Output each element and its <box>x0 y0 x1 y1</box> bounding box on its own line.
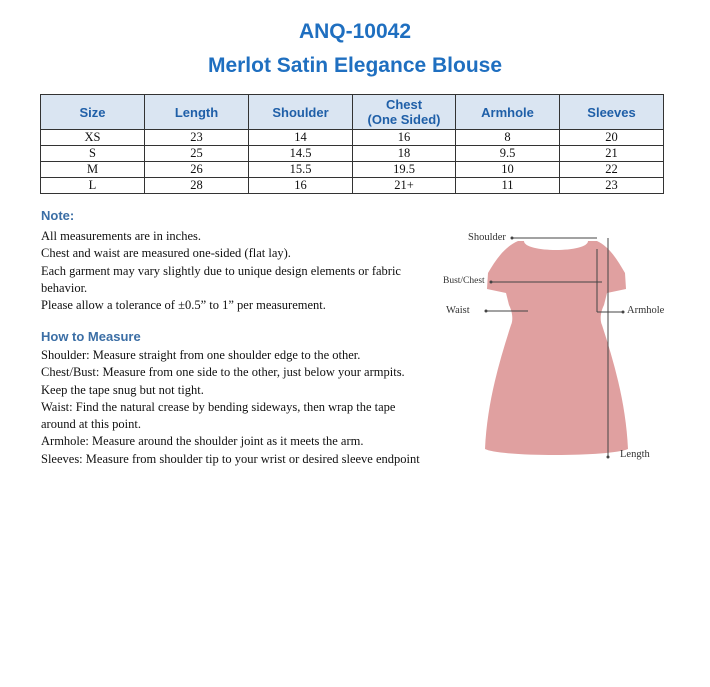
cell-length: 28 <box>145 178 249 194</box>
dress-silhouette <box>485 241 628 455</box>
product-code: ANQ-10042 <box>298 20 412 43</box>
dress-measurement-diagram <box>440 225 670 475</box>
header-length: Length <box>145 95 249 130</box>
dress-icon <box>440 225 670 475</box>
measure-line: Waist: Find the natural crease by bending sideways, then wrap the tape around at this point. <box>41 399 396 432</box>
note-line: Each garment may vary slightly due to unique design elements or fabric behavior. <box>41 263 401 295</box>
cell-size: L <box>41 178 145 194</box>
cell-chest: 19.5 <box>353 162 456 178</box>
how-to-measure-heading: How to Measure <box>41 329 141 344</box>
product-name: Merlot Satin Elegance Blouse <box>207 54 503 77</box>
armhole-label: Armhole <box>627 305 665 316</box>
header-chest <box>353 95 456 130</box>
note-line: Please allow a tolerance of ±0.5” to 1” per measurement. <box>41 298 326 313</box>
note-line: All measurements are in inches. <box>41 229 202 243</box>
shoulder-label: Shoulder <box>468 232 506 243</box>
measure-line: Sleeves: Measure from shoulder tip to your wrist or desired sleeve endpoint <box>41 451 420 466</box>
cell-sleeves: 21 <box>560 146 664 162</box>
waist-label: Waist <box>446 305 470 316</box>
note-heading: Note: <box>41 208 75 223</box>
cell-armhole: 10 <box>456 162 560 178</box>
cell-size: S <box>41 146 145 162</box>
header-chest-sub: (One Sided) <box>367 112 441 127</box>
header-sleeves: Sleeves <box>560 95 664 130</box>
cell-size: XS <box>41 130 145 146</box>
size-chart-table <box>40 94 664 194</box>
table-header-row <box>41 95 664 130</box>
cell-chest: 21+ <box>353 178 456 194</box>
cell-shoulder: 15.5 <box>249 162 353 178</box>
bust-chest-label: Bust/Chest <box>443 276 485 286</box>
cell-length: 25 <box>145 146 249 162</box>
table-row <box>41 130 664 146</box>
header-size: Size <box>41 95 145 130</box>
note-body <box>41 228 421 314</box>
cell-shoulder: 14.5 <box>249 146 353 162</box>
measure-line: Chest/Bust: Measure from one side to the other, just below your armpits. Keep the tape snug but not tight. <box>41 365 405 397</box>
cell-sleeves: 23 <box>560 178 664 194</box>
length-label: Length <box>620 449 650 460</box>
header-shoulder: Shoulder <box>249 95 353 130</box>
how-to-measure-body <box>41 347 421 468</box>
cell-armhole: 8 <box>456 130 560 146</box>
cell-length: 26 <box>145 162 249 178</box>
cell-length: 23 <box>145 130 249 146</box>
header-chest-label: Chest <box>385 97 423 112</box>
measure-line: Shoulder: Measure straight from one shoulder edge to the other. <box>41 348 361 362</box>
table-row <box>41 162 664 178</box>
cell-sleeves: 20 <box>560 130 664 146</box>
table-row <box>41 146 664 162</box>
measure-line: Armhole: Measure around the shoulder joint as it meets the arm. <box>41 434 364 449</box>
cell-size: M <box>41 162 145 178</box>
cell-armhole: 9.5 <box>456 146 560 162</box>
table-row <box>41 178 664 194</box>
cell-chest: 16 <box>353 130 456 146</box>
cell-armhole: 11 <box>456 178 560 194</box>
cell-shoulder: 14 <box>249 130 353 146</box>
cell-shoulder: 16 <box>249 178 353 194</box>
header-armhole: Armhole <box>456 95 560 130</box>
note-line: Chest and waist are measured one-sided (flat lay). <box>41 246 291 261</box>
cell-chest: 18 <box>353 146 456 162</box>
cell-sleeves: 22 <box>560 162 664 178</box>
